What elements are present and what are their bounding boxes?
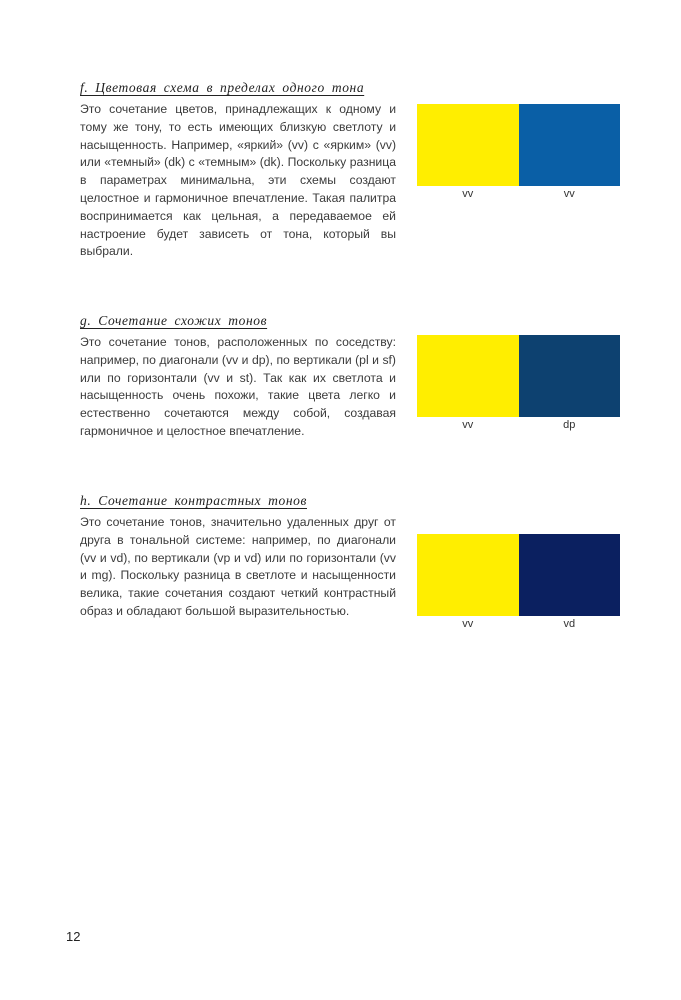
section-g [80, 313, 396, 441]
swatch-label: vv [462, 188, 474, 200]
section-paragraph: Это сочетание тонов, значительно удаленных друг от друга в тональной системе: например, по диагонали (vv и vd), по вертикали (vp и vd) или по горизонтали (vv и mg). Поскольку разница в светлоте и насыщенности велика, такие сочетания создают четкий контрастный образ и обладают большой выразительностью. [80, 515, 396, 618]
swatch-label: vv [563, 188, 575, 200]
section-h [80, 493, 396, 621]
swatch-label: vv [462, 419, 474, 431]
color-swatch [519, 104, 621, 186]
section-heading: h. Сочетание контрастных тонов [80, 493, 307, 508]
color-swatch [519, 534, 621, 616]
section-paragraph: Это сочетание цветов, принадлежащих к одному и тому же тону, то есть имеющих близкую светлоту и насыщенность. Например, «яркий» (vv) с «ярким» (vv) или «темный» (dk) с «темным» (dk). Поскольку разница в параметрах минимальна, эти схемы создают целостное и гармоничное впечатление. Такая палитра воспринимается как цельная, а передаваемое ей настроение будет зависеть от тона, который вы выбрали. [80, 102, 396, 259]
color-swatch [417, 104, 519, 186]
color-swatch [519, 335, 621, 417]
section-paragraph: Это сочетание тонов, расположенных по соседству: например, по диагонали (vv и dp), по вертикали (pl и sf) или по горизонтали (vv и st). Так как их светлота и насыщенность очень похожи, такие цвета легко и естественно сочетаются между собой, создавая гармоничное и целостное впечатление. [80, 335, 396, 438]
swatch-pair-g [417, 335, 620, 431]
page-number: 12 [66, 929, 81, 944]
color-swatch [417, 534, 519, 616]
section-f [80, 80, 396, 261]
swatch-pair-f [417, 104, 620, 200]
swatch-pair-h [417, 534, 620, 630]
color-swatch [417, 335, 519, 417]
swatch-label: dp [563, 419, 576, 431]
section-heading: g. Сочетание схожих тонов [80, 313, 268, 328]
section-heading: f. Цветовая схема в пределах одного тона [80, 80, 365, 95]
swatch-label: vv [462, 618, 474, 630]
swatch-label: vd [563, 618, 576, 630]
